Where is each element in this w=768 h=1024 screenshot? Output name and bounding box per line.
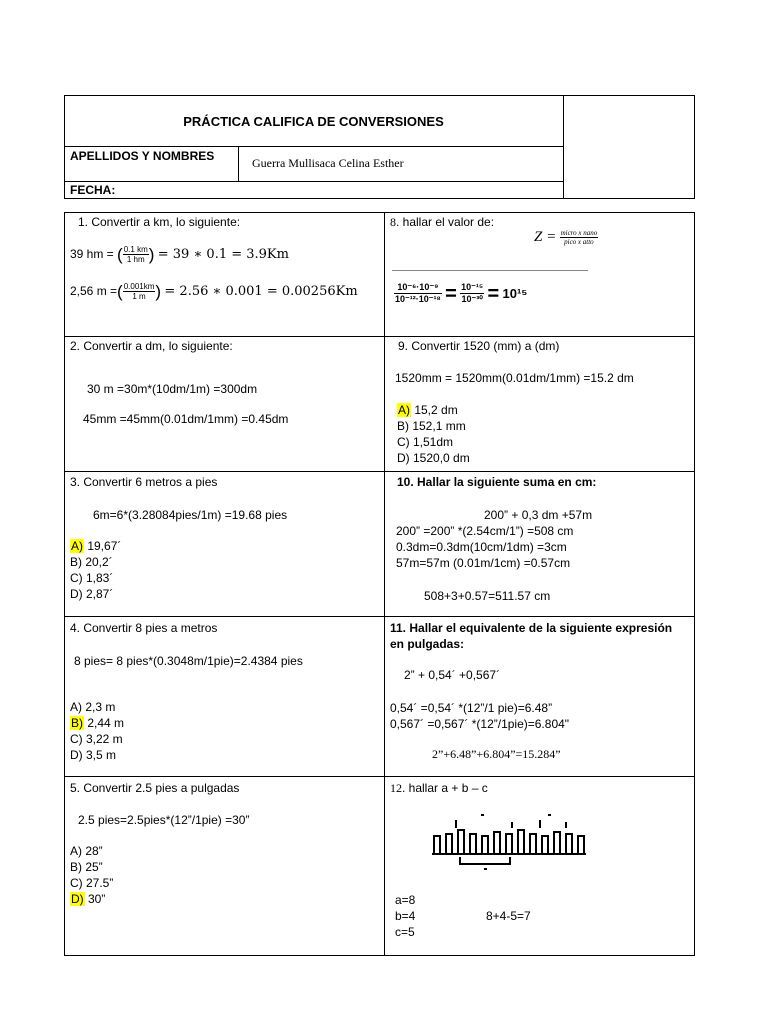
q5-option-d-letter: D): [71, 892, 84, 906]
q10-expression: 200” + 0,3 dm +57m: [484, 508, 593, 522]
q1-line1-fraction: [123, 245, 149, 264]
q8-result-equals-2: =: [487, 282, 500, 305]
q1-line1-left: 39 hm =: [70, 247, 114, 261]
q4-option-d: D) 3,5 m: [70, 748, 117, 762]
q8-formula-fraction: [560, 229, 599, 246]
names-value: Guerra Mullisaca Celina Esther: [252, 156, 404, 170]
q12-segment-figure: [430, 808, 590, 876]
q5-option-c: C) 27.5”: [70, 876, 114, 890]
q12-value-c: c=5: [395, 925, 415, 939]
q8-result-fraction-a: [394, 282, 442, 305]
q1-line1-right: = 39 ∗ 0.1 = 3.9Km: [157, 247, 289, 262]
header-divider: [563, 95, 564, 199]
q11-steps: [390, 700, 569, 732]
q8-result-value: 10¹⁵: [502, 285, 528, 301]
q12-figure-mark-1: [481, 814, 484, 816]
questions-grid: [64, 212, 695, 956]
q12-figure-lower-bracket: [460, 857, 510, 864]
header-rule-2: [64, 181, 563, 182]
q12-figure-mark-3: [484, 868, 487, 870]
names-divider: [238, 146, 239, 181]
q9-option-b: B) 152,1 mm: [397, 419, 466, 433]
q4-option-b-text: 2,44 m: [84, 716, 125, 730]
grid-column-divider: [384, 212, 385, 956]
open-paren: (: [117, 244, 123, 264]
q1-line2-den: 1 m: [132, 292, 146, 302]
q8-formula-lhs: Z =: [534, 229, 557, 245]
q12-title-text: . hallar a + b – c: [402, 781, 488, 795]
header-table: [64, 95, 695, 199]
q12-value-b: b=4: [395, 909, 416, 923]
q11-title-line1: 11. Hallar el equivalente de la siguiente expresión: [390, 621, 673, 635]
q8-res-b-num: 10⁻¹⁵: [461, 282, 484, 293]
q9-option-d: D) 1520,0 dm: [397, 451, 470, 465]
q5-title: 5. Convertir 2.5 pies a pulgadas: [70, 781, 240, 795]
q9-option-c: C) 1,51dm: [397, 435, 454, 449]
q1-line2: [70, 280, 358, 303]
q1-line1: [70, 243, 289, 266]
header-rule-1: [64, 146, 563, 147]
q8-formula-den: pico x atto: [564, 238, 594, 247]
q10-step-2: 0.3dm=0.3dm(10cm/1dm) =3cm: [396, 540, 567, 554]
q10-steps: [396, 523, 573, 571]
q1-line2-left: 2,56 m =: [70, 284, 118, 298]
q2-line1: 30 m =30m*(10dm/1m) =300dm: [87, 382, 258, 396]
q9-option-a-text: 15,2 dm: [411, 403, 458, 417]
q2-line2: 45mm =45mm(0.01dm/1mm) =0.45dm: [83, 412, 289, 426]
q12-result: 8+4-5=7: [486, 909, 531, 923]
q4-option-c: C) 3,22 m: [70, 732, 123, 746]
q12-title-number: 12: [390, 781, 402, 795]
q4-work: 8 pies= 8 pies*(0.3048m/1pie)=2.4384 pies: [74, 654, 303, 668]
q8-formula: [534, 226, 598, 248]
page-title: PRÁCTICA CALIFICA DE CONVERSIONES: [183, 114, 444, 129]
q1-line1-num: 0.1 km: [123, 245, 148, 255]
q3-title: 3. Convertir 6 metros a pies: [70, 475, 218, 489]
q10-step-1: 200” =200” *(2.54cm/1”) =508 cm: [396, 524, 574, 538]
q1-line2-right: = 2.56 ∗ 0.001 = 0.00256Km: [164, 284, 358, 299]
q10-step-3: 57m=57m (0.01m/1cm) =0.57cm: [396, 556, 571, 570]
q8-res-b-den: 10⁻³⁰: [461, 294, 483, 305]
q3-option-a-text: 19,67´: [84, 539, 122, 553]
q1-line2-num: 0.001km: [123, 282, 155, 292]
q3-work: 6m=6*(3.28084pies/1m) =19.68 pies: [93, 508, 288, 522]
q5-option-d: [70, 891, 113, 907]
q3-option-c: C) 1,83´: [70, 571, 114, 585]
q11-expression: 2” + 0,54´ +0,567´: [404, 668, 501, 682]
names-label: APELLIDOS Y NOMBRES: [70, 149, 215, 163]
q3-option-b: B) 20,2´: [70, 555, 113, 569]
q4-options: [70, 699, 124, 763]
q5-work: 2.5 pies=2.5pies*(12”/1pie) =30”: [78, 813, 250, 827]
grid-row-4: [64, 776, 695, 777]
q11-sum: 2”+6.48”+6.804”=15.284”: [432, 747, 561, 761]
q5-option-d-text: 30”: [84, 892, 106, 906]
q12-value-a: a=8: [395, 893, 416, 907]
q8-title-text: . hallar el valor de:: [396, 215, 495, 229]
open-paren: (: [117, 281, 123, 301]
q8-formula-num: micro x nano: [560, 229, 598, 238]
q12-title: [390, 780, 488, 796]
q3-option-d: D) 2,87´: [70, 587, 114, 601]
q5-option-b: B) 25”: [70, 860, 103, 874]
q9-option-a: [397, 402, 470, 418]
q10-title: 10. Hallar la siguiente suma en cm:: [397, 475, 597, 489]
q9-option-a-letter: A): [398, 403, 410, 417]
q8-res-a-num: 10⁻⁶·10⁻⁹: [394, 282, 442, 294]
q8-res-a-den: 10⁻¹²·10⁻¹⁸: [395, 294, 441, 305]
q11-step-2: 0,567´ =0,567´ *(12”/1pie)=6.804": [390, 717, 570, 731]
q11-title-line2: en pulgadas:: [390, 637, 465, 651]
q1-title: 1. Convertir a km, lo siguiente:: [78, 215, 241, 229]
q2-title: 2. Convertir a dm, lo siguiente:: [70, 339, 233, 353]
q9-work: 1520mm = 1520mm(0.01dm/1mm) =15.2 dm: [395, 371, 634, 385]
q1-line1-den: 1 hm: [126, 255, 145, 265]
q8-result-fraction-b: [460, 282, 484, 305]
q12-values: [395, 892, 415, 940]
q8-title-number: 8: [390, 215, 396, 229]
grid-row-2: [64, 471, 695, 472]
q11-step-1: 0,54´ =0,54´ *(12”/1 pie)=6.48”: [390, 701, 553, 715]
q3-option-a: [70, 538, 121, 554]
q3-options: [70, 538, 121, 602]
q8-title: [390, 214, 494, 230]
close-paren: ): [155, 281, 162, 301]
q5-options: [70, 843, 113, 907]
q4-title: 4. Convertir 8 pies a metros: [70, 621, 218, 635]
q12-figure-teeth: [434, 830, 584, 854]
grid-row-1: [64, 336, 695, 337]
q4-option-a: A) 2,3 m: [70, 700, 116, 714]
grid-row-3: [64, 616, 695, 617]
q4-option-b-letter: B): [71, 716, 83, 730]
date-label: FECHA:: [70, 183, 116, 197]
q9-options: [397, 402, 470, 466]
close-paren: ): [148, 244, 155, 264]
q4-option-b: [70, 715, 124, 731]
q9-title: 9. Convertir 1520 (mm) a (dm): [398, 339, 560, 353]
q3-option-a-letter: A): [71, 539, 83, 553]
q8-result-equals-1: =: [445, 282, 457, 305]
q8-separator-rule: [392, 270, 588, 271]
q10-sum: 508+3+0.57=511.57 cm: [424, 589, 551, 603]
q5-option-a: A) 28”: [70, 844, 103, 858]
q12-figure-mark-2: [548, 814, 551, 816]
q8-result: [394, 280, 527, 307]
q1-line2-fraction: [123, 282, 156, 301]
